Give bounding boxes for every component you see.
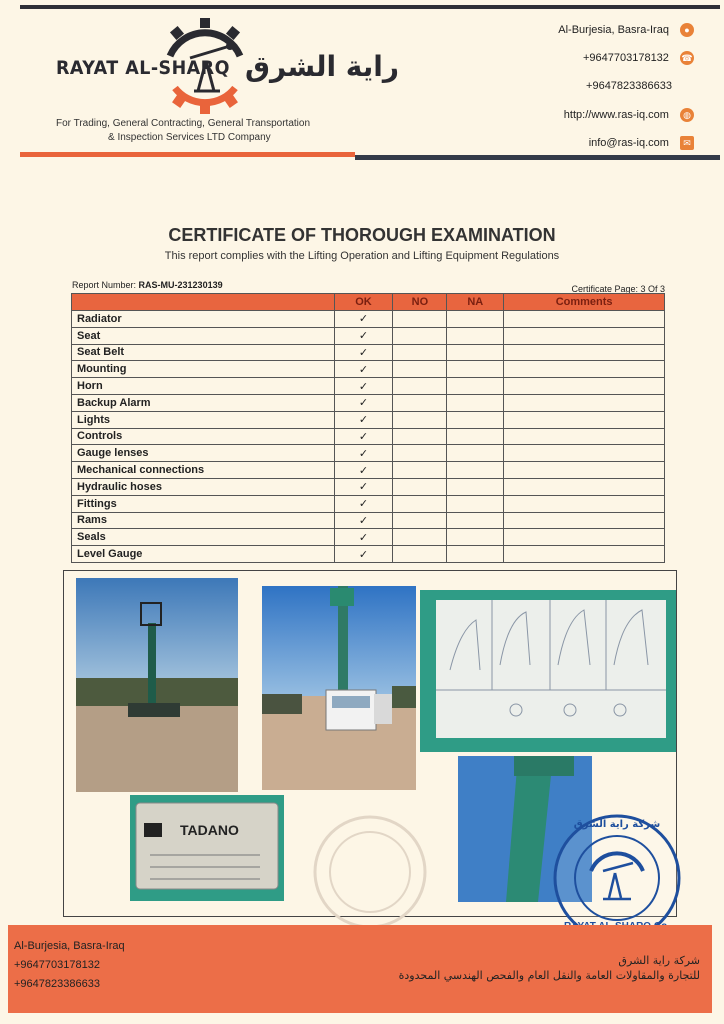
row-comments: [504, 512, 665, 529]
row-comments: [504, 546, 665, 563]
row-no: [393, 344, 447, 361]
row-na: [447, 327, 504, 344]
nameplate-text: TADANO: [180, 822, 239, 838]
phone-icon: ☎: [681, 53, 693, 63]
photo-platform-desert: [76, 578, 238, 792]
row-ok: ✓: [334, 411, 393, 428]
header-ok: OK: [334, 294, 393, 311]
row-na: [447, 361, 504, 378]
table-row: [72, 478, 665, 495]
header-comments: Comments: [504, 294, 665, 311]
row-no: [393, 462, 447, 479]
company-stamp: [551, 813, 683, 943]
row-item: Rams: [72, 512, 335, 529]
row-ok: ✓: [334, 428, 393, 445]
header-website[interactable]: [564, 108, 694, 122]
row-ok: ✓: [334, 344, 393, 361]
row-item: Horn: [72, 378, 335, 395]
row-comments: [504, 478, 665, 495]
table-row: [72, 394, 665, 411]
row-no: [393, 411, 447, 428]
row-item: Seat Belt: [72, 344, 335, 361]
footer-contact: [14, 937, 125, 994]
row-item: Seat: [72, 327, 335, 344]
row-ok: ✓: [334, 462, 393, 479]
header-address-text: Al-Burjesia, Basra-Iraq: [558, 24, 669, 36]
location-pin-icon: ●: [680, 23, 694, 37]
row-no: [393, 378, 447, 395]
row-no: [393, 428, 447, 445]
row-ok: ✓: [334, 394, 393, 411]
row-no: [393, 478, 447, 495]
row-ok: ✓: [334, 529, 393, 546]
company-name-ar: راية الشرق: [245, 50, 400, 83]
row-comments: [504, 394, 665, 411]
row-item: Gauge lenses: [72, 445, 335, 462]
table-row: [72, 529, 665, 546]
row-comments: [504, 445, 665, 462]
report-number-label: Report Number:: [72, 280, 137, 290]
table-row: [72, 495, 665, 512]
row-no: [393, 512, 447, 529]
row-ok: ✓: [334, 512, 393, 529]
row-comments: [504, 327, 665, 344]
row-na: [447, 311, 504, 328]
row-comments: [504, 462, 665, 479]
row-na: [447, 445, 504, 462]
header-item: [72, 294, 335, 311]
row-no: [393, 529, 447, 546]
header-rule-orange: [20, 152, 355, 157]
footer-address: Al-Burjesia, Basra-Iraq: [14, 940, 125, 952]
row-ok: ✓: [334, 327, 393, 344]
row-na: [447, 462, 504, 479]
table-row: [72, 462, 665, 479]
globe-icon: ◍: [680, 108, 694, 122]
header-top-rule: [20, 5, 720, 9]
table-row: [72, 428, 665, 445]
report-number-value: RAS-MU-231230139: [138, 280, 223, 290]
footer-phone-2: +9647823386633: [14, 978, 100, 990]
photo-truck: [262, 586, 416, 790]
table-row: [72, 512, 665, 529]
table-row: [72, 546, 665, 563]
header-address: [558, 23, 694, 37]
table-row: [72, 327, 665, 344]
row-item: Lights: [72, 411, 335, 428]
stamp-text-ar: شركة راية الشرق: [573, 819, 661, 830]
checklist-table: [71, 293, 665, 563]
header-no: NO: [393, 294, 447, 311]
document-subtitle: This report complies with the Lifting Operation and Lifting Equipment Regulations: [164, 250, 560, 262]
row-no: [393, 311, 447, 328]
row-comments: [504, 529, 665, 546]
photo-nameplate: [130, 795, 284, 901]
table-row: [72, 344, 665, 361]
row-na: [447, 478, 504, 495]
row-item: Mechanical connections: [72, 462, 335, 479]
row-na: [447, 344, 504, 361]
row-ok: ✓: [334, 361, 393, 378]
row-ok: ✓: [334, 378, 393, 395]
document-title: CERTIFICATE OF THOROUGH EXAMINATION: [168, 225, 556, 245]
row-comments: [504, 378, 665, 395]
certificate-page: Certificate Page: 3 Of 3: [571, 284, 665, 294]
row-ok: ✓: [334, 311, 393, 328]
row-item: Mounting: [72, 361, 335, 378]
row-item: Backup Alarm: [72, 394, 335, 411]
row-comments: [504, 411, 665, 428]
row-item: Controls: [72, 428, 335, 445]
table-row: [72, 411, 665, 428]
table-row: [72, 378, 665, 395]
header-website-text[interactable]: http://www.ras-iq.com: [563, 109, 669, 121]
row-ok: ✓: [334, 445, 393, 462]
row-ok: ✓: [334, 495, 393, 512]
row-ok: ✓: [334, 546, 393, 563]
company-name-en: RAYAT AL-SHARQ: [56, 57, 230, 79]
row-na: [447, 546, 504, 563]
row-ok: ✓: [334, 478, 393, 495]
row-no: [393, 546, 447, 563]
row-na: [447, 411, 504, 428]
row-item: Radiator: [72, 311, 335, 328]
row-no: [393, 495, 447, 512]
tagline-line-1: For Trading, General Contracting, General Transportation: [56, 118, 311, 129]
header-email-text[interactable]: info@ras-iq.com: [588, 137, 669, 149]
row-comments: [504, 361, 665, 378]
header-email[interactable]: [589, 136, 694, 150]
row-item: Level Gauge: [72, 546, 335, 563]
photo-load-chart: [420, 590, 676, 752]
footer-phone-1: +9647703178132: [14, 959, 100, 971]
row-no: [393, 445, 447, 462]
row-no: [393, 394, 447, 411]
row-no: [393, 327, 447, 344]
table-row: [72, 311, 665, 328]
envelope-icon: ✉: [680, 136, 694, 150]
row-comments: [504, 495, 665, 512]
row-na: [447, 512, 504, 529]
company-tagline: [56, 117, 366, 145]
footer-ar-line-2: للتجارة والمقاولات العامة والنقل العام والفحص الهندسي المحدودة: [398, 969, 700, 982]
row-no: [393, 361, 447, 378]
row-na: [447, 428, 504, 445]
table-row: [72, 445, 665, 462]
row-item: Seals: [72, 529, 335, 546]
row-comments: [504, 428, 665, 445]
row-comments: [504, 311, 665, 328]
row-na: [447, 529, 504, 546]
checklist-header-row: [72, 294, 665, 311]
tagline-line-2: & Inspection Services LTD Company: [108, 132, 271, 143]
header-phone-1-text: +9647703178132: [582, 52, 669, 64]
header-phone-2: [586, 80, 672, 92]
report-number: [72, 280, 223, 290]
row-item: Fittings: [72, 495, 335, 512]
footer-arabic: [399, 953, 700, 983]
row-comments: [504, 344, 665, 361]
row-na: [447, 394, 504, 411]
header-phone-1: [583, 51, 694, 65]
row-item: Hydraulic hoses: [72, 478, 335, 495]
header-rule-dark: [355, 155, 720, 160]
footer-ar-line-1: شركة راية الشرق: [618, 954, 700, 967]
table-row: [72, 361, 665, 378]
row-na: [447, 495, 504, 512]
faint-seal-icon: [310, 812, 430, 932]
header-phone-2-text: +9647823386633: [586, 80, 672, 92]
header-na: NA: [447, 294, 504, 311]
row-na: [447, 378, 504, 395]
